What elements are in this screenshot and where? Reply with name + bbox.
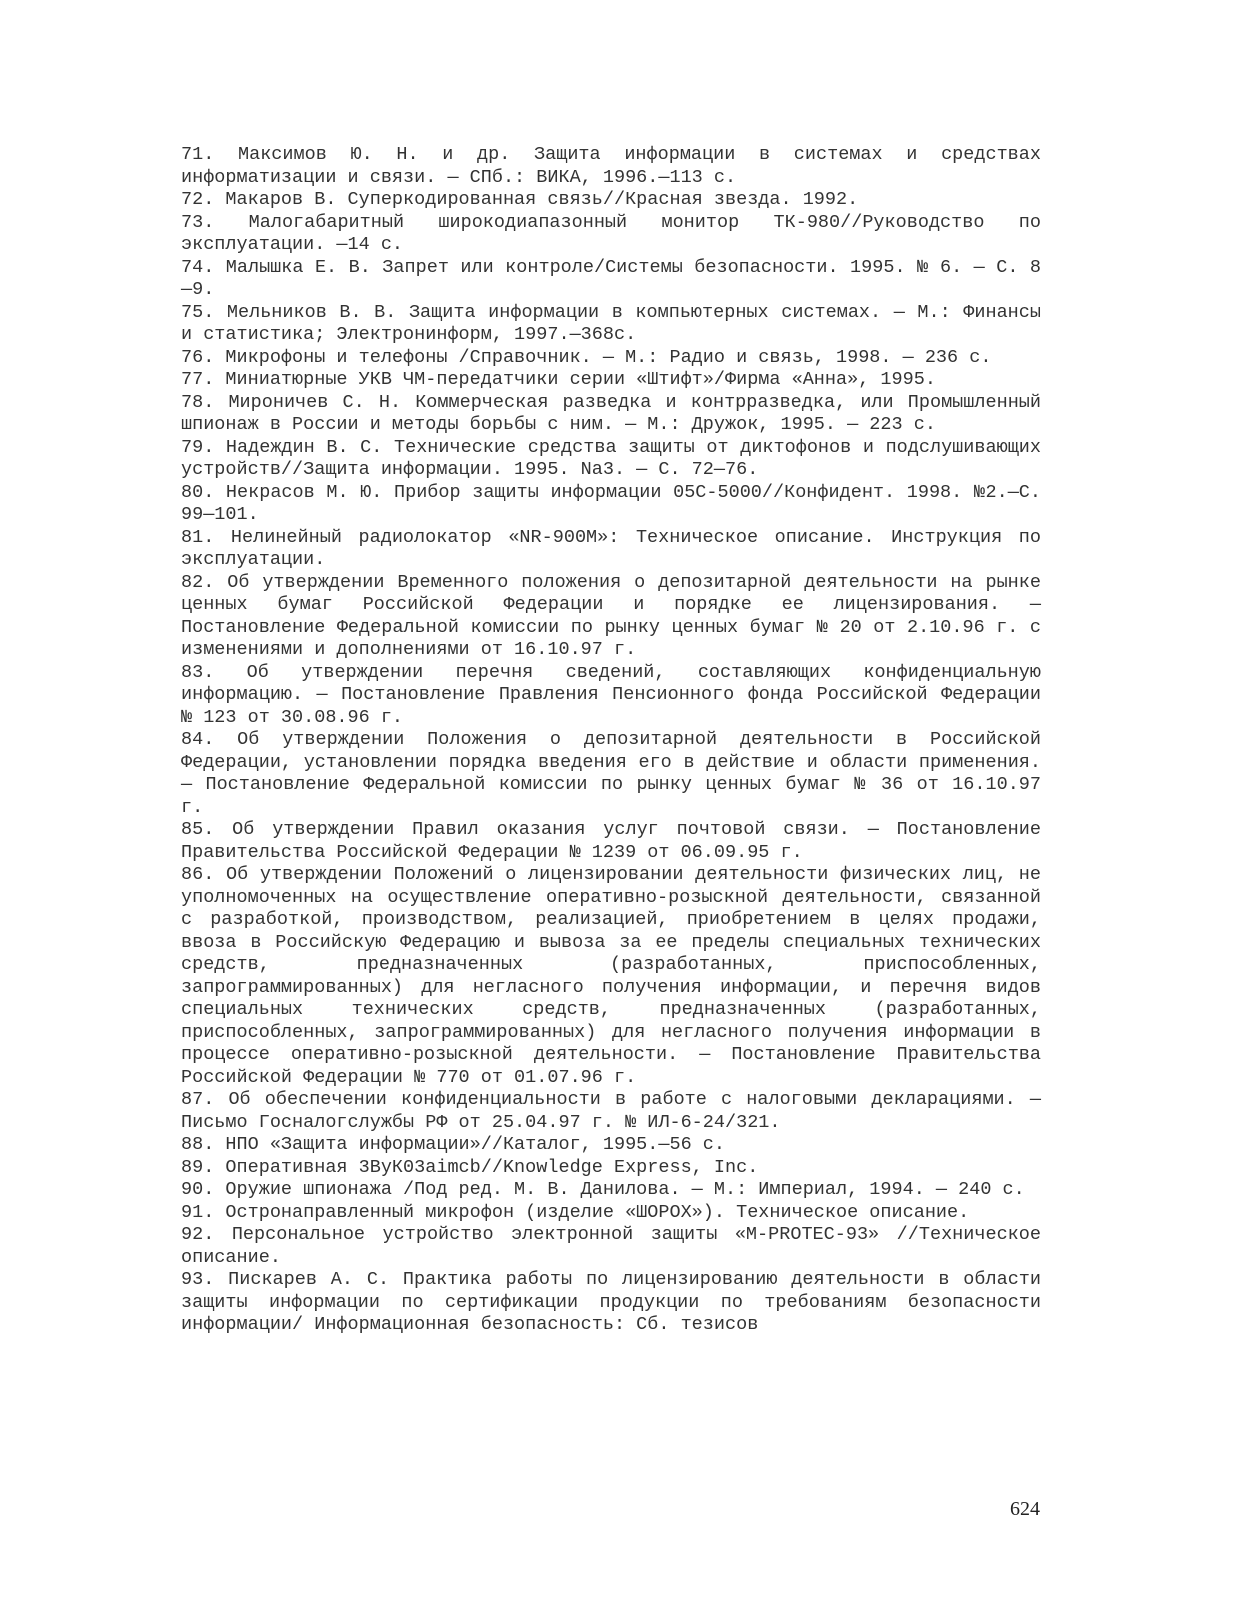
reference-item: 78. Мироничев С. Н. Коммерческая разведка и контрразведка, или Промышленный шпионаж в России и методы борьбы с ним. — М.: Дружок, 1995. — 223 с.: [181, 391, 1041, 435]
reference-item: 92. Персональное устройство электронной защиты «M-PROTEC-93» //Техническое описание.: [181, 1224, 1041, 1268]
reference-list: [181, 144, 1041, 1337]
reference-item: 88. НПО «Защита информации»//Каталог, 1995.—56 с.: [181, 1134, 725, 1155]
reference-item: 84. Об утверждении Положения о депозитарной деятельности в Российской Федерации, установлении порядка введения его в действие и области применения. — Постановление Федеральной комиссии по рынку ценных бумаг № 36 от 16.10.97 г.: [181, 729, 1041, 818]
reference-item: 72. Макаров В. Суперкодированная связь//Красная звезда. 1992.: [181, 189, 859, 210]
reference-item: 89. Оперативная 3ВуК03aimcb//Knowledge Express, Inc.: [181, 1156, 759, 1178]
reference-item: 91. Остронаправленный микрофон (изделие «ШОРОХ»). Техническое описание.: [181, 1201, 970, 1223]
reference-item: 80. Некрасов М. Ю. Прибор защиты информации 05С-5000//Конфидент. 1998. №2.—С. 99—101.: [181, 481, 1041, 525]
reference-item: 85. Об утверждении Правил оказания услуг почтовой связи. — Постановление Правительства Российской Федерации № 1239 от 06.09.95 г.: [181, 819, 1041, 863]
reference-item: 76. Микрофоны и телефоны /Справочник. — М.: Радио и связь, 1998. — 236 с.: [181, 346, 992, 368]
page-number: 624: [1010, 1498, 1040, 1520]
reference-item: 79. Надеждин В. С. Технические средства защиты от диктофонов и подслушивающих устройств//Защита информации. 1995. Na3. — С. 72—76.: [181, 436, 1041, 480]
reference-item: 83. Об утверждении перечня сведений, составляющих конфиденциальную информацию. — Постановление Правления Пенсионного фонда Российской Федерации № 123 от 30.08.96 г.: [181, 661, 1041, 728]
reference-item: 86. Об утверждении Положений о лицензировании деятельности физических лиц, не уполномоченных на осуществление оперативно-розыскной деятельности, связанной с разработкой, производством, реализацией, приобретением в целях продажи, ввоза в Российскую Федерацию и вывоза за ее пределы специальных технических средств, предназначенных (разработанных, приспособленных, запрограммированных) для негласного получения информации, и перечня видов специальных технических средств, предназначенных (разработанных, приспособленных, запрограммированных) для негласного получения информации в процессе оперативно-розыскной деятельности. — Постановление Правительства Российской Федерации № 770 от 01.07.96 г.: [181, 864, 1041, 1088]
reference-item: 74. Малышка Е. В. Запрет или контроле/Системы безопасности. 1995. № 6. — С. 8—9.: [181, 256, 1041, 300]
reference-item: 93. Пискарев А. С. Практика работы по лицензированию деятельности в области защиты информации по сертификации продукции по требованиям безопасности информации/ Информационная безопасность: Сб. тезисов: [181, 1269, 1041, 1335]
reference-item: 81. Нелинейный радиолокатор «NR-900М»: Техническое описание. Инструкция по эксплуатации.: [181, 526, 1041, 570]
reference-item: 77. Миниатюрные УКВ ЧМ-передатчики серии «Штифт»/Фирма «Анна», 1995.: [181, 369, 936, 390]
reference-item: 71. Максимов Ю. Н. и др. Защита информации в системах и средствах информатизации и связи. — СПб.: ВИКА, 1996.—113 с.: [181, 144, 1041, 188]
reference-item: 87. Об обеспечении конфиденциальности в работе с налоговыми декларациями. — Письмо Госналогслужбы РФ от 25.04.97 г. № ИЛ-6-24/321.: [181, 1089, 1041, 1133]
reference-item: 73. Малогабаритный широкодиапазонный монитор ТК-980//Руководство по эксплуатации. —14 с.: [181, 211, 1041, 255]
reference-item: 75. Мельников В. В. Защита информации в компьютерных системах. — М.: Финансы и статистика; Электронинформ, 1997.—368с.: [181, 301, 1041, 345]
reference-item: 82. Об утверждении Временного положения о депозитарной деятельности на рынке ценных бумаг Российской Федерации и порядке ее лицензирования. — Постановление Федеральной комиссии по рынку ценных бумаг № 20 от 2.10.96 г. с изменениями и дополнениями от 16.10.97 г.: [181, 571, 1041, 660]
reference-item: 90. Оружие шпионажа /Под ред. М. В. Данилова. — М.: Империал, 1994. — 240 с.: [181, 1179, 1025, 1200]
